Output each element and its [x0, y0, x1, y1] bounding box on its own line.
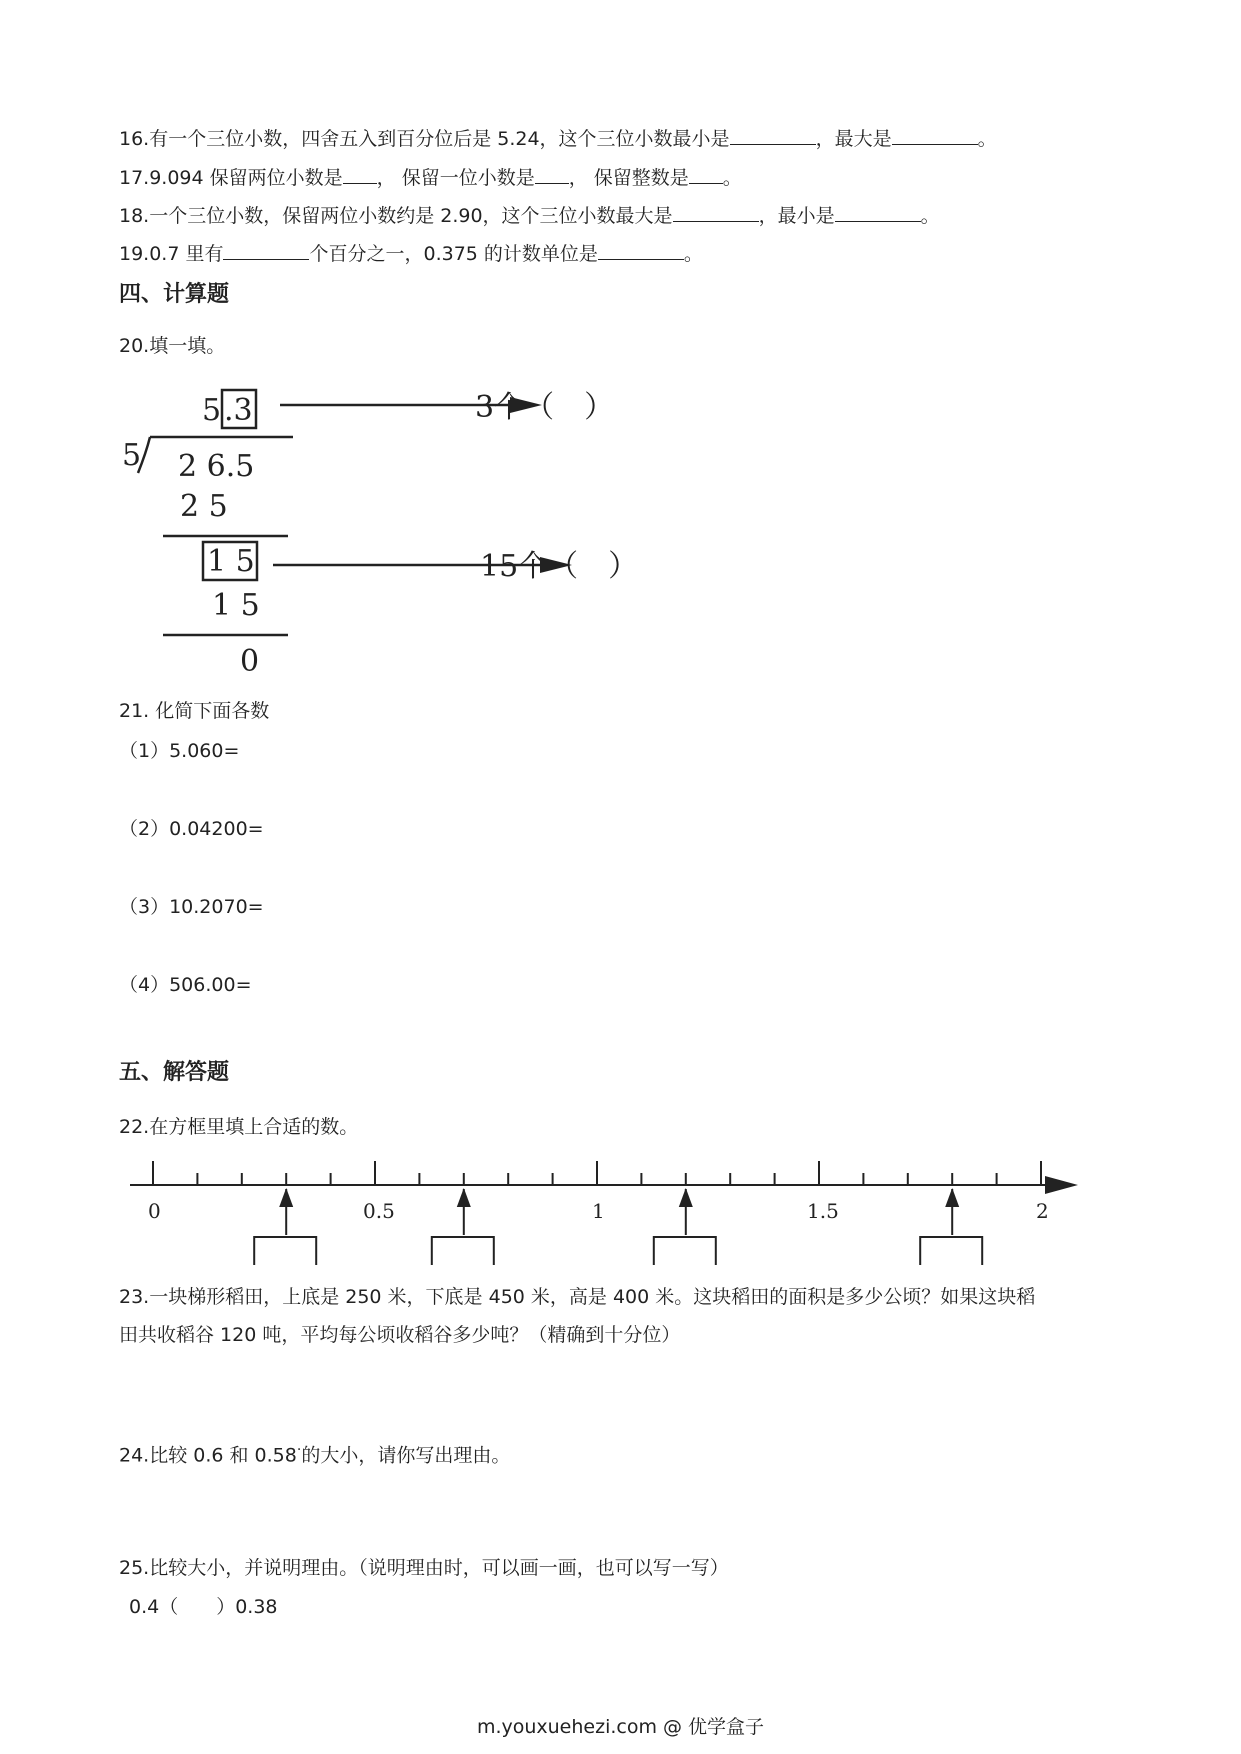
question-18: 18.一个三位小数，保留两位小数约是 2.90，这个三位小数最大是 ，最小是 。 [119, 205, 940, 227]
question-25-expression: 0.4（ ）0.38 [129, 1596, 278, 1618]
answer-box[interactable] [254, 1237, 316, 1265]
answer-blank[interactable] [673, 203, 759, 222]
question-23-line-1: 23.一块梯形稻田，上底是 250 米，下底是 450 米，高是 400 米。这块稻田的面积是多少公顷？如果这块稻 [119, 1286, 1036, 1308]
pointer-arrow-head [945, 1188, 959, 1207]
subtrahend-2: 1 5 [212, 588, 260, 623]
answer-box[interactable] [654, 1237, 716, 1265]
tick-label: 2 [1036, 1199, 1049, 1223]
quotient-integer: 5 [202, 393, 222, 428]
pointer-arrow-head [679, 1188, 693, 1207]
answer-box[interactable] [920, 1237, 982, 1265]
q21-item-3: （3）10.2070= [119, 896, 264, 918]
answer-blank[interactable] [689, 165, 723, 184]
answer-blank[interactable] [892, 126, 978, 145]
arrow-label-2: 15个（ ） [480, 549, 639, 584]
answer-box[interactable] [432, 1237, 494, 1265]
question-20-title: 20.填一填。 [119, 335, 226, 357]
arrow-label-1: 3个（ ） [475, 390, 615, 425]
answer-blank[interactable] [598, 241, 684, 260]
tick-label: 0 [148, 1199, 161, 1223]
subtrahend-1: 2 5 [180, 489, 228, 524]
divisor: 5 [122, 438, 142, 473]
answer-blank[interactable] [730, 126, 816, 145]
question-22-title: 22.在方框里填上合适的数。 [119, 1116, 359, 1138]
section-heading-answers: 五、解答题 [119, 1060, 230, 1085]
pointer-arrow-head [457, 1188, 471, 1207]
long-division-diagram [110, 375, 670, 685]
number-line-arrowhead [1045, 1176, 1078, 1194]
answer-blank[interactable] [535, 165, 569, 184]
pointer-arrow-head [279, 1188, 293, 1207]
answer-blank[interactable] [343, 165, 377, 184]
q21-item-1: （1）5.060= [119, 740, 240, 762]
question-16: 16.有一个三位小数，四舍五入到百分位后是 5.24，这个三位小数最小是 ，最大是 。 [119, 128, 997, 150]
number-line-diagram [120, 1150, 1090, 1265]
quotient-decimal: .3 [224, 393, 253, 428]
section-heading-calculation: 四、计算题 [119, 282, 230, 307]
tick-label: 1.5 [807, 1199, 839, 1223]
question-19: 19.0.7 里有 个百分之一，0.375 的计数单位是 。 [119, 243, 703, 265]
question-25-title: 25.比较大小，并说明理由。（说明理由时，可以画一画，也可以写一写） [119, 1557, 729, 1579]
dividend: 2 6.5 [178, 449, 255, 484]
q21-item-2: （2）0.04200= [119, 818, 264, 840]
question-21-title: 21. 化简下面各数 [119, 700, 270, 722]
q21-item-4: （4）506.00= [119, 974, 252, 996]
remainder-2: 0 [240, 644, 260, 679]
question-17: 17.9.094 保留两位小数是 ， 保留一位小数是 ， 保留整数是 。 [119, 167, 742, 189]
remainder-1: 1 5 [207, 544, 255, 579]
question-23-line-2: 田共收稻谷 120 吨，平均每公顷收稻谷多少吨？（精确到十分位） [119, 1324, 681, 1346]
repeating-dot: · [296, 1442, 302, 1458]
tick-label: 1 [592, 1199, 605, 1223]
answer-blank[interactable] [835, 203, 921, 222]
tick-label: 0.5 [363, 1199, 395, 1223]
question-24: 24.比较 0.6 和 0.58·的大小，请你写出理由。 [119, 1442, 511, 1467]
footer-watermark: m.youxuehezi.com @ 优学盒子 [476, 1716, 765, 1738]
answer-blank[interactable] [223, 241, 309, 260]
